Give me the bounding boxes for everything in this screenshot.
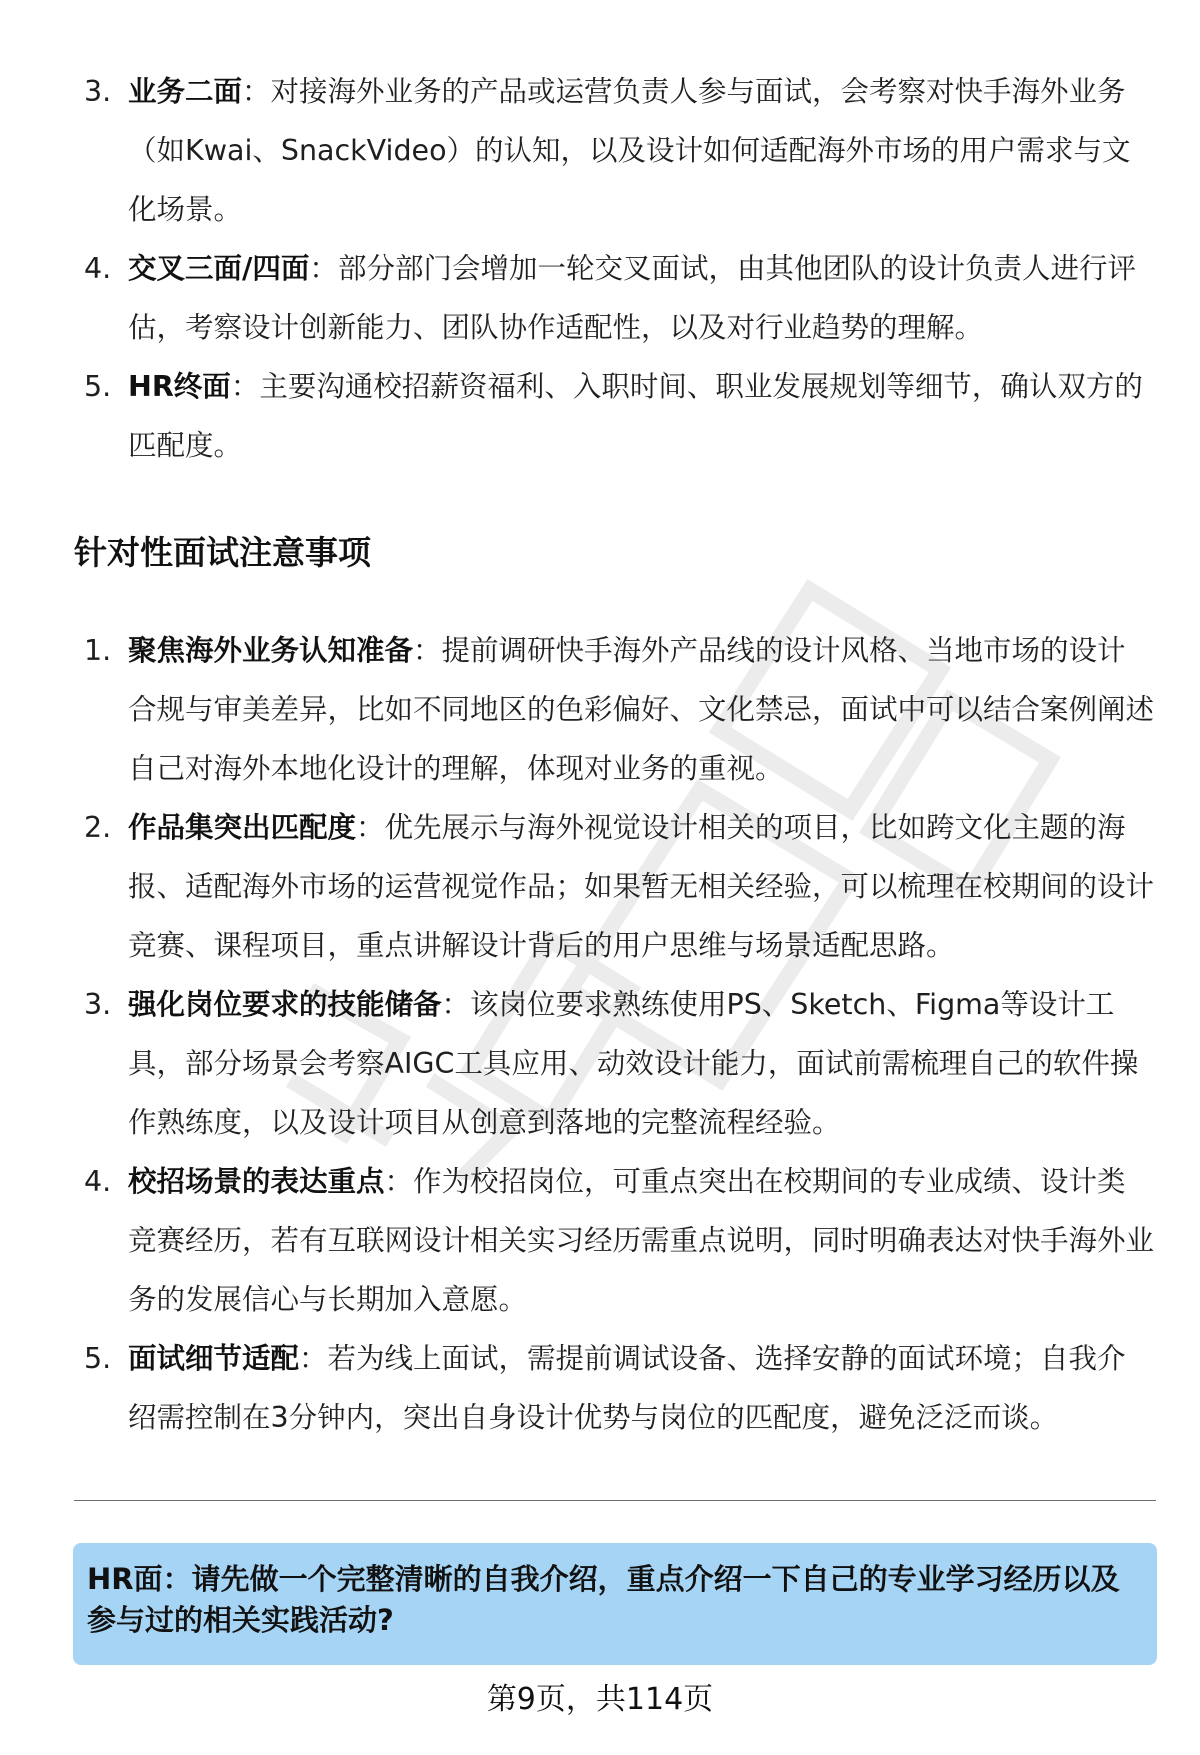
list-term: 业务二面 [128,75,243,108]
list-separator: ： [413,634,442,667]
list-separator: ： [356,811,385,844]
interview-rounds-list [74,62,1154,475]
question-box [73,1543,1157,1665]
list-number: 3. [84,988,112,1021]
list-separator: ： [242,75,271,108]
list-term: 面试细节适配 [128,1342,300,1375]
list-item [74,357,1154,475]
divider [74,1500,1156,1501]
list-number: 3. [84,75,112,108]
list-separator: ： [230,370,260,403]
list-item [74,1329,1154,1447]
list-term: 作品集突出匹配度 [128,811,357,844]
list-term: 校招场景的表达重点 [128,1165,385,1198]
list-number: 2. [84,811,112,844]
list-term: 交叉三面/四面 [128,252,310,285]
list-item [74,975,1154,1152]
list-text: 提前调研快手海外产品线的设计风格、当地市场的设计合规与审美差异，比如不同地区的色彩偏好、文化禁忌，面试中可以结合案例阐述自己对海外本地化设计的理解，体现对业务的重视。 [128,634,1155,785]
list-number: 5. [84,370,112,403]
list-term: HR终面 [128,370,231,403]
list-separator: ： [299,1342,328,1375]
list-term: 聚焦海外业务认知准备 [128,634,414,667]
list-item [74,1152,1154,1329]
question-text: HR面：请先做一个完整清晰的自我介绍，重点介绍一下自己的专业学习经历以及参与过的相关实践活动? [87,1562,1120,1637]
list-item [74,621,1154,798]
main-content [74,62,1154,1447]
list-text: 对接海外业务的产品或运营负责人参与面试，会考察对快手海外业务（如Kwai、SnackVideo）的认知，以及设计如何适配海外市场的用户需求与文化场景。 [128,75,1131,226]
list-separator: ： [384,1165,414,1198]
list-number: 4. [84,252,112,285]
list-text: 作为校招岗位，可重点突出在校期间的专业成绩、设计类竞赛经历，若有互联网设计相关实习经历需重点说明，同时明确表达对快手海外业务的发展信心与长期加入意愿。 [128,1165,1155,1316]
list-item [74,62,1154,239]
list-text: 优先展示与海外视觉设计相关的项目，比如跨文化主题的海报、适配海外市场的运营视觉作品；如果暂无相关经验，可以梳理在校期间的设计竞赛、课程项目，重点讲解设计背后的用户思维与场景适配思路。 [128,811,1155,962]
section-title: 针对性面试注意事项 [74,533,371,572]
list-number: 1. [84,634,112,667]
list-term: 强化岗位要求的技能储备 [128,988,442,1021]
list-separator: ： [441,988,471,1021]
tips-list [74,621,1154,1447]
list-number: 4. [84,1165,112,1198]
list-item [74,798,1154,975]
list-text: 部分部门会增加一轮交叉面试，由其他团队的设计负责人进行评估，考察设计创新能力、团队协作适配性，以及对行业趋势的理解。 [128,252,1136,344]
list-text: 主要沟通校招薪资福利、入职时间、职业发展规划等细节，确认双方的匹配度。 [128,370,1143,462]
page-number: 第9页，共114页 [486,1682,714,1717]
list-number: 5. [84,1342,112,1375]
list-text: 该岗位要求熟练使用PS、Sketch、Figma等设计工具，部分场景会考察AIGC工具应用、动效设计能力，面试前需梳理自己的软件操作熟练度，以及设计项目从创意到落地的完整流程经验。 [128,988,1139,1139]
list-text: 若为线上面试，需提前调试设备、选择安静的面试环境；自我介绍需控制在3分钟内，突出自身设计优势与岗位的匹配度，避免泛泛而谈。 [128,1342,1126,1434]
list-separator: ： [309,252,338,285]
list-item [74,239,1154,357]
